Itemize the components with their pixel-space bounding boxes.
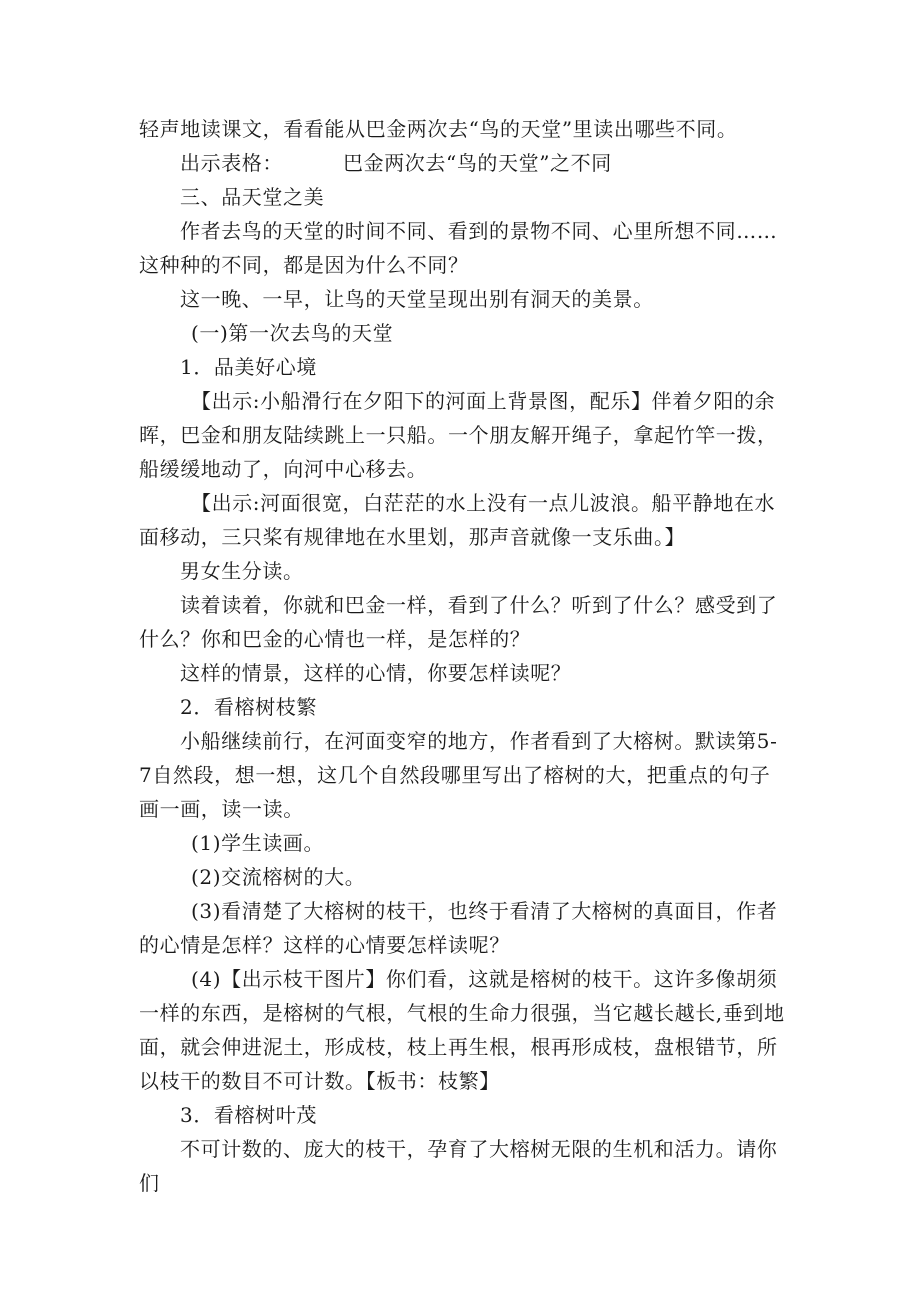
paragraph-14: 小船继续前行，在河面变窄的地方，作者看到了大榕树。默读第5-7自然段，想一想，这几个自然段哪里写出了榕树的大，把重点的句子画一画，读一读。 xyxy=(139,729,778,821)
paragraph-1: 轻声地读课文，看看能从巴金两次去“鸟的天堂”里读出哪些不同。 xyxy=(139,117,738,141)
paragraph-11: 读着读着，你就和巴金一样，看到了什么？听到了什么？感受到了什么？你和巴金的心情也一样，是怎样的？ xyxy=(139,593,778,651)
item-heading-1: 1．品美好心境 xyxy=(180,355,317,379)
paragraph-2 xyxy=(139,146,789,180)
paragraph-9: 【出示:河面很宽，白茫茫的水上没有一点儿波浪。船平静地在水面移动，三只桨有规律地在水里划，那声音就像一支乐曲。】 xyxy=(139,491,776,549)
subsection-heading-1: (一)第一次去鸟的天堂 xyxy=(191,321,394,345)
document-body xyxy=(139,112,789,1200)
step-4: (4)【出示枝干图片】你们看，这就是榕树的枝干。这许多像胡须一样的东西，是榕树的气根，气根的生命力很强，当它越长越长,垂到地面，就会伸进泥土，形成枝，枝上再生根，根再形成枝，盘根错节，所以枝干的数目不可计数。【板书：枝繁】 xyxy=(139,967,785,1093)
paragraph-20: 不可计数的、庞大的枝干，孕育了大榕树无限的生机和活力。请你们 xyxy=(139,1137,778,1195)
step-2: (2)交流榕树的大。 xyxy=(191,865,366,889)
step-1: (1)学生读画。 xyxy=(191,831,325,855)
item-heading-3: 3．看榕树叶茂 xyxy=(180,1103,317,1127)
table-label: 出示表格： xyxy=(180,151,283,175)
step-3: (3)看清楚了大榕树的枝干，也终于看清了大榕树的真面目，作者的心情是怎样？这样的心情要怎样读呢？ xyxy=(139,899,778,957)
paragraph-8: 【出示:小船滑行在夕阳下的河面上背景图，配乐】伴着夕阳的余晖，巴金和朋友陆续跳上一只船。一个朋友解开绳子，拿起竹竿一拨，船缓缓地动了，向河中心移去。 xyxy=(139,389,778,481)
item-heading-2: 2．看榕树枝繁 xyxy=(180,695,317,719)
paragraph-10: 男女生分读。 xyxy=(180,559,304,583)
paragraph-5: 这一晚、一早，让鸟的天堂呈现出别有洞天的美景。 xyxy=(180,287,654,311)
section-heading-3: 三、品天堂之美 xyxy=(180,185,325,209)
paragraph-12: 这样的情景，这样的心情，你要怎样读呢？ xyxy=(180,661,572,685)
paragraph-4: 作者去鸟的天堂的时间不同、看到的景物不同、心里所想不同……这种种的不同，都是因为什么不同？ xyxy=(139,219,778,277)
table-title: 巴金两次去“鸟的天堂”之不同 xyxy=(343,151,612,175)
